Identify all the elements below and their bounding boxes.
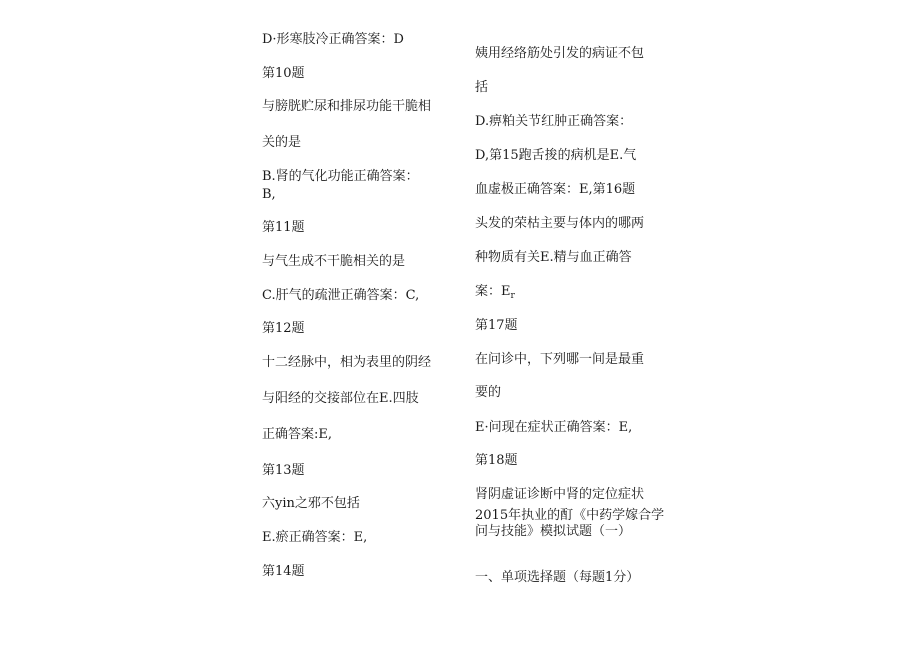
text-line: 种物质有关E.精与血正确答 [475, 250, 632, 265]
text-line: 括 [475, 80, 489, 95]
subscript-mark: r [510, 291, 515, 301]
text-line: 在问诊中，下列哪一间是最重 [475, 352, 645, 367]
text-line [475, 284, 515, 301]
text-line: D.痹粕关节红肿正确答案： [475, 114, 633, 129]
text-line: 六yin之邪不包括 [262, 496, 360, 511]
text-line: 与气生成不干脆相关的是 [262, 254, 406, 269]
text-line: 十二经脉中，相为表里的阴经 [262, 355, 432, 370]
text-line: 与膀胱贮尿和排尿功能干脆相 [262, 99, 432, 114]
text-line: C.肝气的疏泄正确答案：C, [262, 288, 420, 303]
text-line: E.瘀正确答案：E, [262, 530, 368, 545]
question-number: 第17题 [475, 318, 518, 333]
text-line: 要的 [475, 385, 502, 400]
exam-title: 2015年执业的酊《中药学嫁合学问与技能》模拟试题（一） [475, 508, 665, 539]
text-line: 正确答案:E, [262, 427, 333, 442]
question-number: 第12题 [262, 321, 305, 336]
text-line: 与阳经的交接部位在E.四肢 [262, 391, 419, 406]
text-line: B, [262, 187, 276, 202]
text-line: D,第15跑舌捘的病机是E.气 [475, 148, 637, 163]
text-line: 关的是 [262, 135, 302, 150]
text-line: 肾阴虚证诊断中肾的定位症状 [475, 487, 645, 502]
section-heading: 一、单项选择题（每题1分） [475, 570, 640, 585]
text-line: B.肾的气化功能正确答案： [262, 169, 419, 184]
text-line: 血虚极正确答案：E,第16题 [475, 182, 636, 197]
text-line: 头发的荣枯主要与体内的哪两 [475, 216, 645, 231]
text-line: 姨用经络筋处引发的病证不包 [475, 46, 645, 61]
text-line: D·形寒肢冷正确答案：D [262, 32, 404, 47]
text-fragment: 案：E [475, 284, 511, 299]
text-line: E·问现在症状正确答案：E, [475, 420, 633, 435]
question-number: 第11题 [262, 220, 305, 235]
question-number: 第10题 [262, 66, 305, 81]
question-number: 第13题 [262, 463, 305, 478]
question-number: 第14题 [262, 564, 305, 579]
question-number: 第18题 [475, 453, 518, 468]
